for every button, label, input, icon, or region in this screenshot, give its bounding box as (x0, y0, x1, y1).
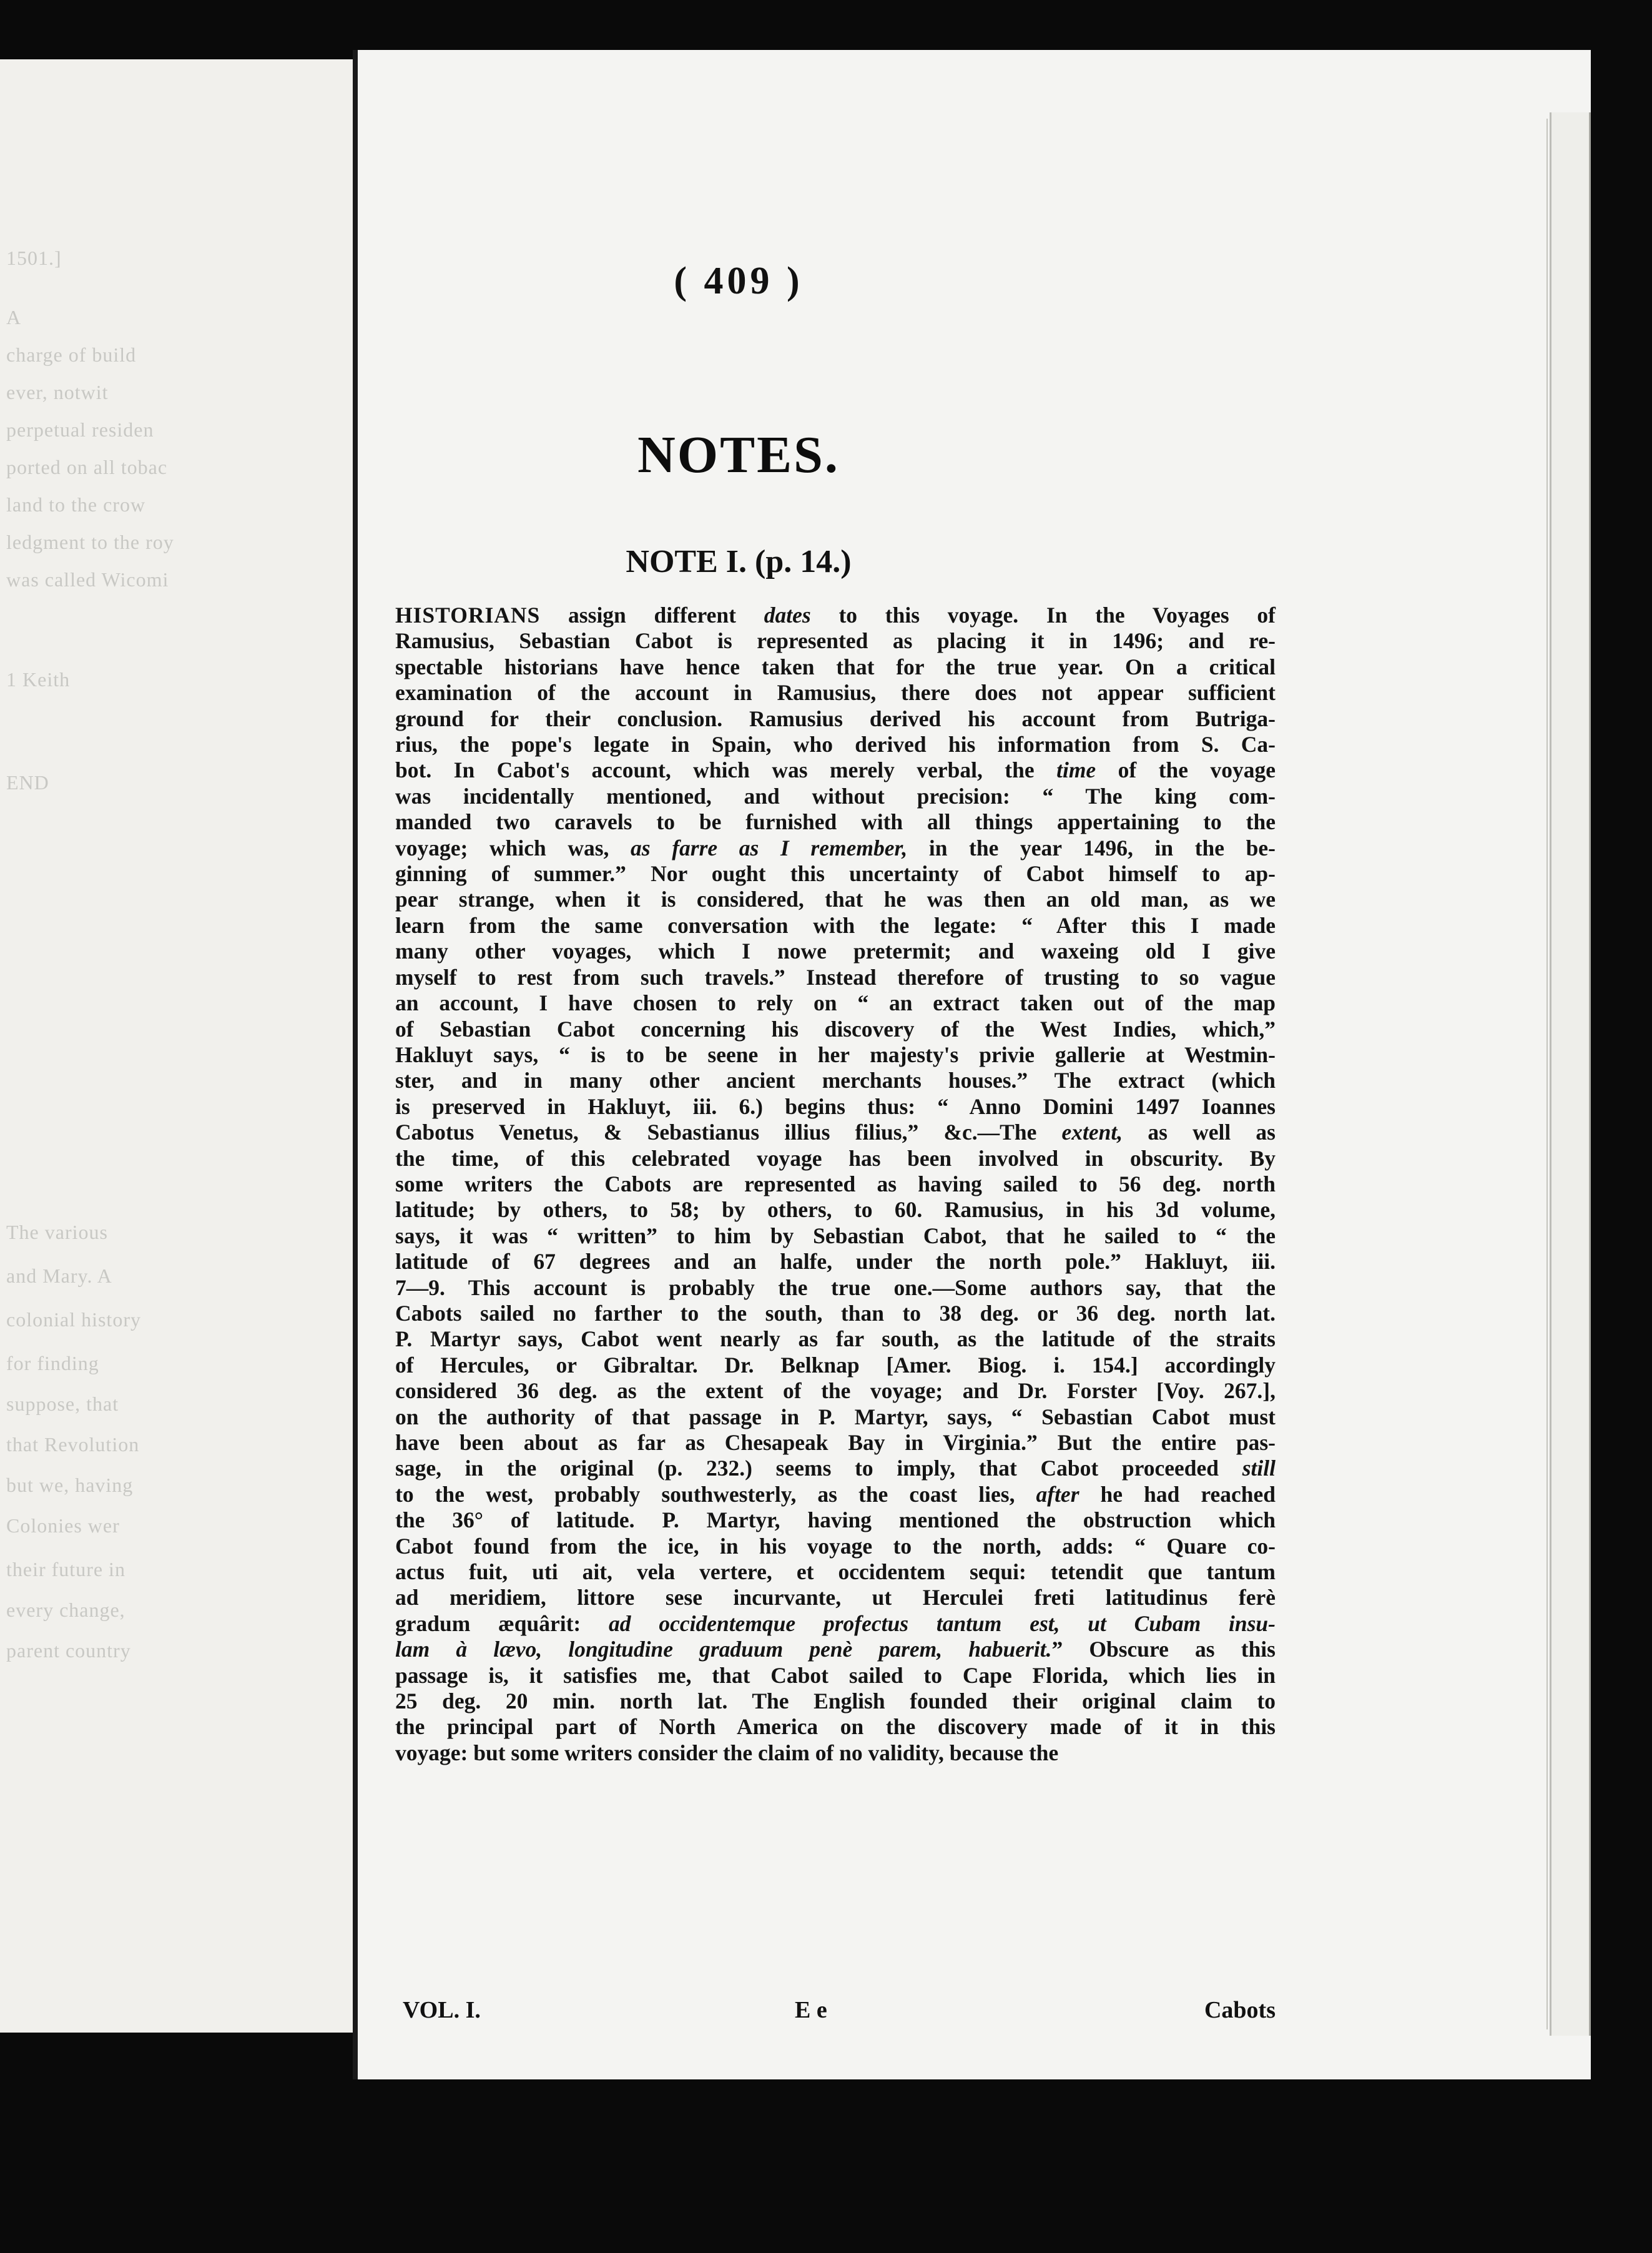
text-segment: to this voyage. In the Voyages of (810, 603, 1276, 628)
note-title: NOTE I. (p. 14.) (626, 544, 852, 579)
text-segment: was incidentally mentioned, and without precision: “ The king com- (395, 783, 1276, 809)
facing-page-text: that Revolution (6, 1433, 140, 1456)
italic-segment: lam à lævo, longitudine graduum penè parem, habuerit. (395, 1637, 1052, 1662)
text-line (395, 1611, 1276, 1637)
text-segment: of the voyage (1096, 757, 1276, 783)
text-line (395, 1120, 1276, 1145)
text-segment: P. Martyr says, Cabot went nearly as far south, as the latitude of the straits (395, 1326, 1276, 1352)
catchword: Cabots (1204, 1997, 1276, 2023)
facing-page-fragment (0, 59, 356, 2033)
text-segment: sage, in the original (p. 232.) seems to imply, that Cabot proceeded (395, 1456, 1242, 1481)
text-line (395, 1714, 1276, 1740)
text-segment: in the year 1496, in the be- (907, 835, 1276, 860)
text-line (395, 1301, 1276, 1326)
text-line (395, 1507, 1276, 1533)
italic-segment: after (1036, 1481, 1079, 1507)
text-line (395, 1689, 1276, 1714)
text-line (395, 1637, 1276, 1662)
facing-page-text: The various (6, 1221, 108, 1243)
text-line (395, 732, 1276, 757)
facing-page-text: A (6, 306, 22, 328)
text-line (395, 706, 1276, 732)
facing-page-text: 1501.] (6, 247, 62, 269)
italic-segment: time (1056, 757, 1096, 783)
italic-segment: ad occidentemque profectus tantum est, ut Cubam insu- (609, 1610, 1276, 1636)
text-segment: ground for their conclusion. Ramusius derived his account from Butriga- (395, 706, 1276, 731)
text-segment: latitude; by others, to 58; by others, to 60. Ramusius, in his 3d volume, (395, 1197, 1276, 1223)
text-segment: examination of the account in Ramusius, there does not appear sufficient (395, 680, 1276, 706)
facing-page-text: Colonies wer (6, 1514, 120, 1537)
text-segment: voyage: but some writers consider the claim of no validity, because the (395, 1740, 1059, 1765)
facing-page-text: and Mary. A (6, 1265, 112, 1287)
text-line (395, 1585, 1276, 1610)
drop-word: HISTORIANS (395, 603, 541, 628)
text-line (395, 1663, 1276, 1689)
text-line (395, 913, 1276, 939)
text-line (395, 1068, 1276, 1093)
text-segment: 25 deg. 20 min. north lat. The English founded their original claim to (395, 1689, 1276, 1714)
text-line (395, 1197, 1276, 1223)
page-heading: NOTES. (637, 426, 840, 484)
text-line: HISTORIANS assign different dates to this voyage. In the Voyages of (395, 603, 1276, 628)
text-segment: have been about as far as Chesapeak Bay in Virginia.” But the entire pas- (395, 1430, 1276, 1455)
text-segment: he had reached (1079, 1481, 1276, 1507)
text-segment: spectable historians have hence taken that for the true year. On a critical (395, 654, 1276, 679)
text-segment: as well as (1123, 1120, 1276, 1145)
text-line (395, 1249, 1276, 1274)
text-line (395, 1275, 1276, 1301)
text-segment: Cabotus Venetus, & Sebastianus illius filius,” &c.—The (395, 1120, 1062, 1145)
text-line (395, 1326, 1276, 1352)
text-line (395, 1017, 1276, 1042)
text-line (395, 1353, 1276, 1378)
text-segment: ginning of summer.” Nor ought this uncertainty of Cabot himself to ap- (395, 861, 1276, 887)
facing-page-text: ledgment to the roy (6, 531, 174, 553)
italic-segment: as farre as I remember, (631, 835, 908, 860)
facing-page-text: END (6, 771, 49, 794)
facing-page-text: ported on all tobac (6, 456, 168, 478)
text-line (395, 1094, 1276, 1120)
italic-segment: still (1242, 1456, 1276, 1481)
text-segment: gradum æquârit: (395, 1610, 609, 1636)
text-segment: many other voyages, which I nowe pretermit; and waxeing old I give (395, 939, 1276, 964)
text-line (395, 939, 1276, 964)
page-number: ( 409 ) (674, 260, 804, 302)
text-segment: 7—9. This account is probably the true one.—Some authors say, that the (395, 1274, 1276, 1300)
text-line (395, 1223, 1276, 1249)
facing-page-text: 1 Keith (6, 668, 71, 691)
text-segment: rius, the pope's legate in Spain, who derived his information from S. Ca- (395, 732, 1276, 757)
facing-page-text: for finding (6, 1352, 99, 1374)
text-segment: manded two caravels to be furnished with all things appertaining to the (395, 809, 1276, 835)
signature-mark: E e (795, 1997, 827, 2023)
text-segment: of Hercules, or Gibraltar. Dr. Belknap [Amer. Biog. i. 154.] accordingly (395, 1352, 1276, 1378)
facing-page-text: but we, having (6, 1474, 134, 1496)
text-line (395, 990, 1276, 1016)
text-segment: latitude of 67 degrees and an halfe, under the north pole.” Hakluyt, iii. (395, 1249, 1276, 1274)
text-line (395, 784, 1276, 809)
text-line (395, 680, 1276, 706)
text-line (395, 1456, 1276, 1481)
text-segment: the principal part of North America on the discovery made of it in this (395, 1714, 1276, 1740)
text-line (395, 1042, 1276, 1068)
text-segment: passage is, it satisfies me, that Cabot sailed to Cape Florida, which lies in (395, 1662, 1276, 1688)
text-segment: the time, of this celebrated voyage has been involved in obscurity. By (395, 1145, 1276, 1171)
facing-page-text: their future in (6, 1558, 125, 1580)
text-segment: voyage; which was, (395, 835, 631, 860)
italic-segment: extent, (1061, 1120, 1123, 1145)
text-segment: is preserved in Hakluyt, iii. 6.) begins thus: “ Anno Domini 1497 Ioannes (395, 1093, 1276, 1119)
text-line (395, 654, 1276, 680)
text-line (395, 861, 1276, 887)
text-segment: on the authority of that passage in P. Martyr, says, “ Sebastian Cabot must (395, 1404, 1276, 1429)
facing-page-text: land to the crow (6, 493, 146, 516)
text-line (395, 757, 1276, 783)
text-segment: Hakluyt says, “ is to be seene in her majesty's privie gallerie at Westmin- (395, 1042, 1276, 1067)
text-line (395, 1171, 1276, 1197)
text-segment: ster, and in many other ancient merchants houses.” The extract (which (395, 1068, 1276, 1093)
text-segment: says, it was “ written” to him by Sebastian Cabot, that he sailed to “ the (395, 1223, 1276, 1248)
text-segment: pear strange, when it is considered, that he was then an old man, as we (395, 887, 1276, 912)
text-line (395, 1146, 1276, 1171)
facing-page-text: perpetual residen (6, 418, 154, 441)
text-segment: Cabots sailed no farther to the south, than to 38 deg. or 36 deg. north lat. (395, 1300, 1276, 1326)
text-segment: learn from the same conversation with the legate: “ After this I made (395, 912, 1276, 938)
text-segment: myself to rest from such travels.” Instead therefore of trusting to so vague (395, 964, 1276, 990)
text-line (395, 1534, 1276, 1559)
text-segment: some writers the Cabots are represented as having sailed to 56 deg. north (395, 1171, 1276, 1196)
text-segment: bot. In Cabot's account, which was merely verbal, the (395, 757, 1057, 783)
facing-page-text: colonial history (6, 1308, 141, 1331)
text-line (395, 1740, 1276, 1766)
text-segment: Cabot found from the ice, in his voyage to the north, adds: “ Quare co- (395, 1533, 1276, 1559)
facing-page-text: parent country (6, 1639, 131, 1662)
text-segment: to the west, probably southwesterly, as the coast lies, (395, 1481, 1036, 1507)
text-segment: the 36° of latitude. P. Martyr, having mentioned the obstruction which (395, 1507, 1276, 1533)
volume-label: VOL. I. (403, 1997, 481, 2023)
text-line (395, 1430, 1276, 1456)
text-segment: ” Obscure as this (1051, 1637, 1276, 1662)
text-line (395, 887, 1276, 912)
text-segment: an account, I have chosen to rely on “ an extract taken out of the map (395, 990, 1276, 1016)
facing-page-text: charge of build (6, 343, 137, 366)
facing-page-text: ever, notwit (6, 381, 109, 403)
text-line (395, 1482, 1276, 1507)
text-segment: ad meridiem, littore sese incurvante, ut Herculei freti latitudinus ferè (395, 1585, 1276, 1610)
book-page (353, 50, 1591, 2079)
text-line (395, 628, 1276, 654)
facing-page-text: suppose, that (6, 1393, 119, 1415)
page-edge-inner (1546, 119, 1556, 2029)
text-segment: of Sebastian Cabot concerning his discovery of the West Indies, which,” (395, 1016, 1276, 1042)
text-line (395, 1559, 1276, 1585)
text-line (395, 965, 1276, 990)
facing-page-text: was called Wicomi (6, 568, 169, 591)
italic-segment: dates (764, 603, 811, 628)
note-body (395, 603, 1276, 1766)
text-segment: Ramusius, Sebastian Cabot is represented as placing it in 1496; and re- (395, 628, 1276, 654)
facing-page-text: every change, (6, 1599, 125, 1621)
text-line (395, 836, 1276, 861)
text-line (395, 1404, 1276, 1430)
text-line (395, 1378, 1276, 1404)
text-segment: considered 36 deg. as the extent of the voyage; and Dr. Forster [Voy. 267.], (395, 1378, 1276, 1404)
text-segment: actus fuit, uti ait, vela vertere, et occidentem sequi: tetendit que tantum (395, 1559, 1276, 1585)
text-line (395, 809, 1276, 835)
